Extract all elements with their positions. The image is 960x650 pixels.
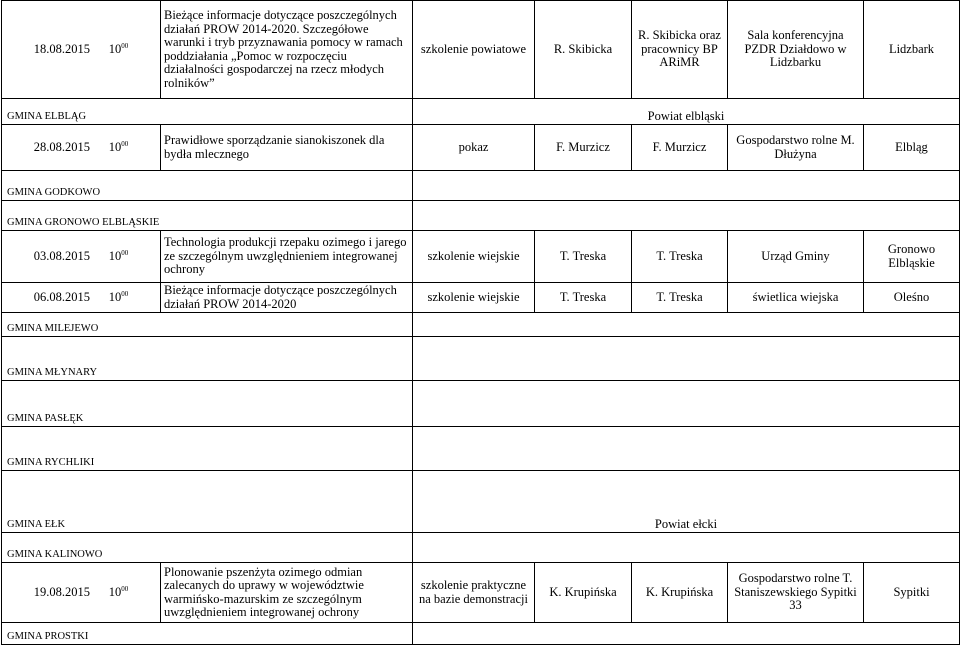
gmina-label: GMINA EŁK [2, 471, 413, 533]
gmina-row [2, 171, 960, 201]
hour-value: 10 [108, 248, 122, 263]
gmina-row [2, 313, 960, 337]
hour-value: 10 [108, 584, 122, 599]
gmina-row [2, 201, 960, 231]
minute-value: 00 [121, 289, 129, 298]
town-cell: Gronowo Elbląskie [864, 231, 960, 283]
schedule-body [2, 1, 960, 645]
form-cell: szkolenie powiatowe [413, 1, 535, 99]
date-cell [2, 231, 161, 283]
hour-value: 10 [108, 289, 122, 304]
topic-cell: Bieżące informacje dotyczące poszczególnych działań PROW 2014-2020 [161, 283, 413, 313]
form-cell: szkolenie wiejskie [413, 283, 535, 313]
lecturer-cell: K. Krupińska [632, 563, 728, 623]
town-cell: Oleśno [864, 283, 960, 313]
powiat-header [413, 171, 960, 201]
gmina-label: GMINA KALINOWO [2, 533, 413, 563]
organizer-cell: T. Treska [535, 283, 632, 313]
form-cell: szkolenie praktyczne na bazie demonstracji [413, 563, 535, 623]
powiat-header [413, 427, 960, 471]
minute-value: 00 [121, 139, 129, 148]
topic-cell: Bieżące informacje dotyczące poszczególnych działań PROW 2014-2020. Szczegółowe warunki i tryb przyznawania pomocy w ramach poddziałania „Pomoc w rozpoczęciu działalności gospodarczej na rzecz młodych rolników” [161, 1, 413, 99]
organizer-cell: K. Krupińska [535, 563, 632, 623]
powiat-header [413, 381, 960, 427]
powiat-header [413, 533, 960, 563]
gmina-row [2, 471, 960, 533]
place-cell: świetlica wiejska [728, 283, 864, 313]
gmina-row [2, 623, 960, 645]
powiat-header [413, 201, 960, 231]
organizer-cell: T. Treska [535, 231, 632, 283]
gmina-row [2, 337, 960, 381]
date-cell [2, 1, 161, 99]
powiat-header: Powiat ełcki [413, 471, 960, 533]
event-row [2, 1, 960, 99]
event-row [2, 283, 960, 313]
event-row [2, 231, 960, 283]
gmina-label: GMINA PASŁĘK [2, 381, 413, 427]
event-row [2, 563, 960, 623]
gmina-label: GMINA ELBLĄG [2, 99, 413, 125]
powiat-header [413, 623, 960, 645]
topic-cell: Prawidłowe sporządzanie sianokiszonek dla bydła mlecznego [161, 125, 413, 171]
powiat-header: Powiat elbląski [413, 99, 960, 125]
town-cell: Elbląg [864, 125, 960, 171]
date-value: 28.08.2015 [33, 139, 90, 154]
date-value: 06.08.2015 [33, 289, 90, 304]
date-value: 19.08.2015 [33, 584, 90, 599]
date-value: 03.08.2015 [33, 248, 90, 263]
place-cell: Urząd Gminy [728, 231, 864, 283]
minute-value: 00 [121, 248, 129, 257]
powiat-header [413, 337, 960, 381]
lecturer-cell: T. Treska [632, 231, 728, 283]
minute-value: 00 [121, 41, 129, 50]
place-cell: Sala konferencyjna PZDR Działdowo w Lidzbarku [728, 1, 864, 99]
place-cell: Gospodarstwo rolne M. Dłużyna [728, 125, 864, 171]
event-row [2, 125, 960, 171]
date-value: 18.08.2015 [33, 41, 90, 56]
form-cell: pokaz [413, 125, 535, 171]
town-cell: Sypitki [864, 563, 960, 623]
hour-value: 10 [108, 41, 122, 56]
date-cell [2, 563, 161, 623]
gmina-row [2, 381, 960, 427]
gmina-row [2, 533, 960, 563]
lecturer-cell: F. Murzicz [632, 125, 728, 171]
lecturer-cell: R. Skibicka oraz pracownicy BP ARiMR [632, 1, 728, 99]
gmina-label: GMINA GRONOWO ELBLĄSKIE [2, 201, 413, 231]
place-cell: Gospodarstwo rolne T. Staniszewskiego Sypitki 33 [728, 563, 864, 623]
gmina-row [2, 99, 960, 125]
organizer-cell: F. Murzicz [535, 125, 632, 171]
gmina-label: GMINA PROSTKI [2, 623, 413, 645]
powiat-header [413, 313, 960, 337]
gmina-row [2, 427, 960, 471]
gmina-label: GMINA GODKOWO [2, 171, 413, 201]
lecturer-cell: T. Treska [632, 283, 728, 313]
hour-value: 10 [108, 139, 122, 154]
gmina-label: GMINA MŁYNARY [2, 337, 413, 381]
topic-cell: Plonowanie pszenżyta ozimego odmian zalecanych do uprawy w województwie warmińsko-mazurskim ze szczególnym uwzględnieniem integrowanej ochrony [161, 563, 413, 623]
gmina-label: GMINA MILEJEWO [2, 313, 413, 337]
topic-cell: Technologia produkcji rzepaku ozimego i jarego ze szczególnym uwzględnieniem integrowanej ochrony [161, 231, 413, 283]
minute-value: 00 [121, 584, 129, 593]
town-cell: Lidzbark [864, 1, 960, 99]
date-cell [2, 125, 161, 171]
gmina-label: GMINA RYCHLIKI [2, 427, 413, 471]
schedule-table [1, 0, 960, 645]
date-cell [2, 283, 161, 313]
form-cell: szkolenie wiejskie [413, 231, 535, 283]
organizer-cell: R. Skibicka [535, 1, 632, 99]
